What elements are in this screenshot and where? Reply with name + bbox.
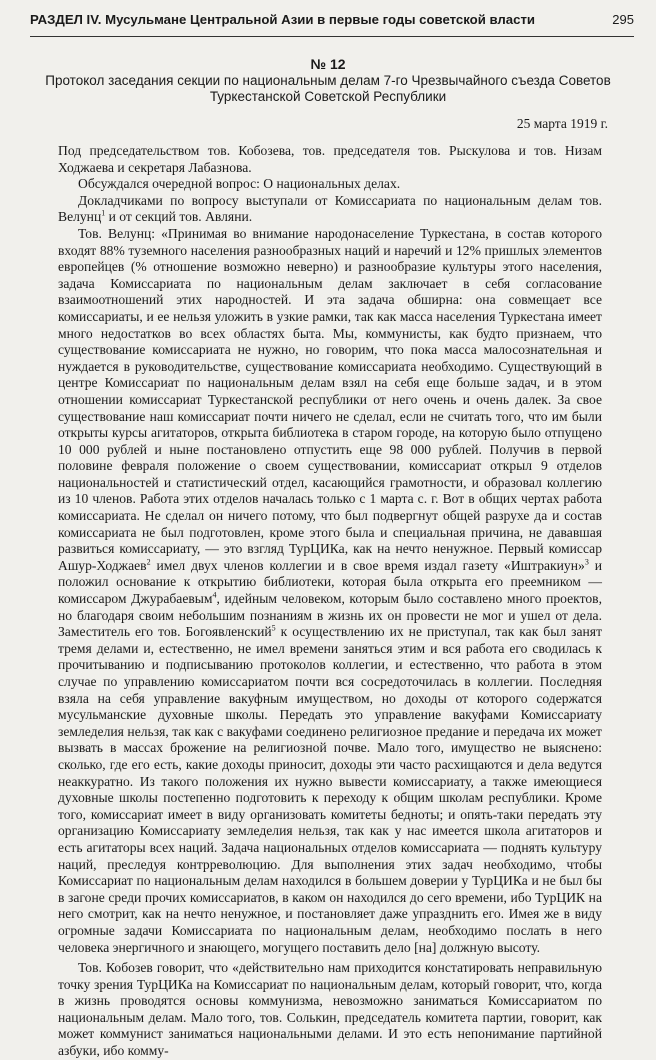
- paragraph-kobozev-speech: Тов. Кобозев говорит, что «действительно нам приходится констатировать неправильную точку зрения ТурЦИКа на Комиссариат по национальным делам, который говорит, что, когда в жизнь проводятся основы коммунизма, невозможно заниматься Комиссариатом по национальным делам. Мало того, тов. Солькин, председатель комитета партии, говорит, как может коммунист заниматься национальными делами. И это есть непонимание партийной азбуки, ибо комму-: [58, 960, 602, 1059]
- footnote-ref[interactable]: 2: [146, 557, 151, 567]
- document-title: Протокол заседания секции по национальным делам 7-го Чрезвычайного съезда Советов Туркестанской Советской Республики: [45, 73, 611, 104]
- text-run: Докладчиками по вопросу выступали от Комиссариата по национальным делам тов. Велунц: [58, 192, 602, 225]
- footnote-ref[interactable]: 1: [101, 208, 106, 218]
- paragraph-speakers: [58, 193, 602, 226]
- text-run: , идейным человеком, которым было составлено много проектов, но благодаря своим небольшим познаниям в жизнь их он провести не мог и ушел от дела. Заместитель его тов. Богоявленский: [58, 591, 602, 640]
- running-header: [30, 10, 634, 37]
- document-body: [58, 143, 602, 1060]
- footnote-ref[interactable]: 3: [584, 557, 589, 567]
- text-run: Тов. Велунц: «Принимая во внимание народонаселение Туркестана, в состав которого входят 88% туземного населения разнообразных наций и наречий и 12% пришлых элементов европейцев (% отношение возможно неверно) и разнообразие культуры этого населения, задача Комиссариата по национальным делам заключает в себя согласование взаимоотношений этих народностей. И эта задача обширна: она совмещает все комиссариаты, и ее нельзя уложить в узкие рамки, так как масса населения Туркестана имеет много недостатков во всех областях быта. Мы, коммунисты, как будто признаем, что существование комиссариата не нужно, но говорим, что пока масса малосознательная и нуждается в руководительстве, существование комиссариата необходимо. Существующий в центре Комиссариат по национальным делам взял на себя еще больше задач, и в этом отношении комиссариат Туркестанской республики от него очень и очень далек. За свое существование наш комиссариат почти ничего не сделал, если не считать того, что им были открыты курсы агитаторов, открыта библиотека в старом городе, на которую было отпущено 10 000 рублей и ныне постановлено отпустить еще 98 000 рублей. Получив в первой половине февраля положение о своем существовании, комиссариат открыл 9 отделов национальностей и статистический отдел, касающийся грамотности, и образовал коллегию из 10 членов. Работа этих отделов началась только с 1 марта с. г. Вот в общих чертах работа комиссариата. Не сделал он ничего потому, что был подвергнут общей разрухе да и состав комиссариата не был подготовлен, кроме этого была и специальная причина, не дававшая развиться комиссариату, — это взгляд ТурЦИКа, как на нечто ненужное. Первый комиссар Ашур-Ходжаев: [58, 225, 602, 573]
- document-number: № 12: [310, 56, 346, 72]
- text-run: и от секций тов. Авляни.: [105, 209, 253, 225]
- page-number: 295: [612, 12, 634, 27]
- section-title: РАЗДЕЛ IV. Мусульмане Центральной Азии в первые годы советской власти: [30, 12, 536, 27]
- paragraph-question: Обсуждался очередной вопрос: О национальных делах.: [78, 176, 401, 192]
- text-run: имел двух членов коллегии и в свое время издал газету «Иштракиун»: [150, 557, 585, 573]
- text-run: и положил основание к открытию библиотеки, которая была открыта его преемником — комиссаром Джурабаевым: [58, 557, 602, 607]
- text-run: к осуществлению их не приступал, так как был занят тремя делами и, естественно, не имел времени заняться этим и вся работа его сводилась к прочитыванию и подписыванию протоколов коллегии, и естественно, что работа в этом случае по управлению комиссариатом почти вся сосредоточилась в коллегии. Последняя взяла на себя управление вакуфным имуществом, но доходы от которого содержатся мусульманские духовные школы. Передать это управление вакуфами Комиссариату земледелия нельзя, так как с вакуфами соединено религиозное предание и передача их может вызвать в массах брожение на религиозной почве. Мало того, имущество не выяснено: сколько, где его есть, какие доходы приносит, доходы эти часто расхищаются и дела ведутся неаккуратно. Из такого положения их нужно вывести комиссариату, а также имеющиеся духовные школы постепенно подготовить к переходу к общим школам республики. Кроме того, комиссариат имеет в виду организовать комитеты бедноты; и опять-таки передать эту организацию Комиссариату земледелия нельзя, так как у нас имеется школа агитаторов и есть агитаторы всех наций. Задача национальных отделов комиссариата — поднять культуру наций, преследуя контрреволюцию. Для выполнения этих задач необходимо, чтобы Комиссариат по национальным делам находился в большем доверии у ТурЦИКа и не был бы в загоне среди прочих комиссариатов, в каком он находился до сего времени, ибо ТурЦИК на него смотрит, как на нечто ненужное, и постановляет даже упразднить его. Имея же в виду огромные задачи Комиссариата по национальным делам, необходимо послать в него человека энергичного и знающего, могущего поставить дело [на] должную высоту.: [58, 624, 603, 955]
- footnote-ref[interactable]: 4: [212, 590, 217, 600]
- paragraph-velunts-speech: [58, 226, 602, 956]
- footnote-ref[interactable]: 5: [271, 623, 276, 633]
- document-date: 25 марта 1919 г.: [516, 116, 608, 131]
- paragraph-presidium: Под председательством тов. Кобозева, тов. председателя тов. Рыскулова и тов. Низам Ходжаева и секретаря Лабазнова.: [58, 143, 602, 175]
